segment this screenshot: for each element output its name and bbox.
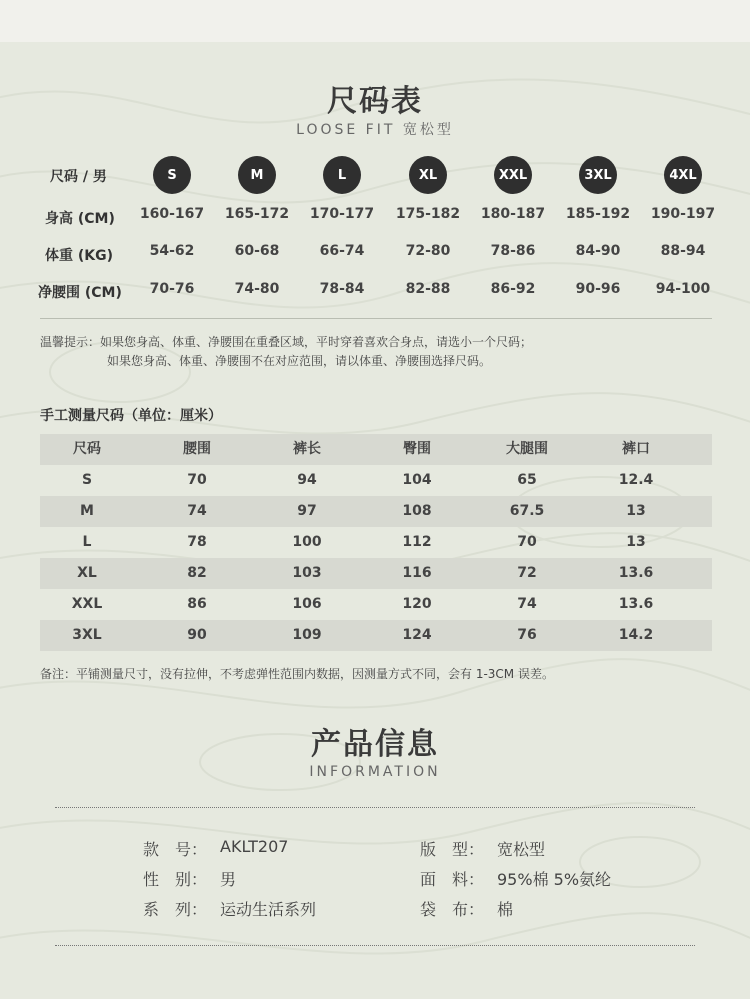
- table-cell: 3XL: [72, 627, 102, 643]
- table-cell: 70: [517, 534, 537, 550]
- measure-table-title: 手工测量尺码（单位：厘米）: [40, 408, 222, 424]
- table-row: [40, 527, 712, 558]
- table-cell: 70: [187, 472, 207, 488]
- height-value: 190-197: [650, 206, 716, 222]
- size-badge-3xl: 3XL: [579, 156, 617, 194]
- info-label: 版 型：: [420, 840, 485, 859]
- table-row: [40, 496, 712, 527]
- table-row: [40, 620, 712, 651]
- product-info-title: 产品信息: [311, 727, 439, 762]
- table-cell: 103: [292, 565, 322, 581]
- table-header: 臀围: [403, 441, 431, 457]
- table-cell: 120: [402, 596, 432, 612]
- height-label: 身高 (CM): [45, 211, 115, 227]
- info-value: 棉: [497, 900, 514, 919]
- table-cell: 67.5: [509, 503, 545, 519]
- table-header: 裤口: [622, 441, 650, 457]
- dotted-divider-top: [55, 807, 695, 808]
- info-label: 面 料：: [420, 870, 485, 889]
- measure-note: 备注：平铺测量尺寸，没有拉伸，不考虑弹性范围内数据，因测量方式不同，会有 1-3CM 误差。: [40, 667, 554, 681]
- table-cell: 14.2: [618, 627, 654, 643]
- weight-value: 78-86: [490, 243, 536, 259]
- waist-value: 86-92: [490, 281, 536, 297]
- weight-value: 54-62: [149, 243, 195, 259]
- table-cell: 82: [187, 565, 207, 581]
- table-cell: 104: [402, 472, 432, 488]
- table-cell: XL: [77, 565, 97, 581]
- table-cell: S: [81, 472, 93, 488]
- table-header: 裤长: [293, 441, 321, 457]
- info-value: AKLT207: [220, 837, 289, 856]
- table-cell: 100: [292, 534, 322, 550]
- height-value: 175-182: [395, 206, 461, 222]
- product-info-subtitle: INFORMATION: [309, 764, 441, 780]
- info-value: 运动生活系列: [220, 900, 317, 919]
- table-row: [40, 558, 712, 589]
- table-cell: M: [80, 503, 94, 519]
- waist-value: 94-100: [655, 281, 711, 297]
- table-cell: 106: [292, 596, 322, 612]
- height-value: 165-172: [224, 206, 290, 222]
- weight-value: 60-68: [234, 243, 280, 259]
- size-badge-l: L: [323, 156, 361, 194]
- table-header: 尺码: [73, 441, 101, 457]
- top-band: [0, 0, 750, 42]
- size-badge-xxl: XXL: [494, 156, 532, 194]
- table-cell: XXL: [71, 596, 103, 612]
- table-cell: 94: [297, 472, 317, 488]
- weight-value: 72-80: [405, 243, 451, 259]
- table-cell: 74: [187, 503, 207, 519]
- table-cell: 112: [402, 534, 432, 550]
- table-cell: 72: [517, 565, 537, 581]
- size-badge-s: S: [153, 156, 191, 194]
- size-chart-subtitle: LOOSE FIT 宽松型: [296, 122, 454, 138]
- table-row: [40, 465, 712, 496]
- waist-value: 74-80: [234, 281, 280, 297]
- weight-value: 88-94: [660, 243, 706, 259]
- height-value: 160-167: [139, 206, 205, 222]
- table-cell: 76: [517, 627, 537, 643]
- size-badge-4xl: 4XL: [664, 156, 702, 194]
- info-value: 宽松型: [497, 840, 546, 859]
- size-chart-title: 尺码表: [327, 84, 423, 119]
- info-label: 性 别：: [143, 870, 208, 889]
- table-cell: 13: [626, 503, 646, 519]
- waist-value: 70-76: [149, 281, 195, 297]
- measure-table: [40, 434, 712, 651]
- table-cell: 109: [292, 627, 322, 643]
- waist-value: 78-84: [319, 281, 365, 297]
- table-cell: 13: [626, 534, 646, 550]
- table-cell: 78: [187, 534, 207, 550]
- table-cell: 74: [517, 596, 537, 612]
- table-cell: 108: [402, 503, 432, 519]
- weight-value: 84-90: [575, 243, 621, 259]
- table-cell: 13.6: [618, 565, 654, 581]
- waist-value: 82-88: [405, 281, 451, 297]
- dotted-divider-bottom: [55, 945, 695, 946]
- info-label: 款 号：: [143, 840, 208, 859]
- tip-line-2: 如果您身高、体重、净腰围不在对应范围，请以体重、净腰围选择尺码。: [107, 354, 492, 368]
- info-value: 95%棉 5%氨纶: [497, 870, 612, 889]
- weight-value: 66-74: [319, 243, 365, 259]
- table-cell: 90: [187, 627, 207, 643]
- size-badge-xl: XL: [409, 156, 447, 194]
- waist-value: 90-96: [575, 281, 621, 297]
- table-cell: 124: [402, 627, 432, 643]
- table-header: 腰围: [183, 441, 211, 457]
- info-label: 袋 布：: [420, 900, 485, 919]
- weight-label: 体重 (KG): [45, 248, 114, 264]
- divider: [40, 318, 712, 319]
- table-header: 大腿围: [506, 441, 548, 457]
- size-badge-m: M: [238, 156, 276, 194]
- height-value: 185-192: [565, 206, 631, 222]
- table-cell: 12.4: [618, 472, 654, 488]
- waist-label: 净腰围 (CM): [38, 285, 122, 301]
- size-row-label: 尺码 / 男: [50, 169, 107, 185]
- table-cell: 86: [187, 596, 207, 612]
- table-cell: 13.6: [618, 596, 654, 612]
- table-row: [40, 589, 712, 620]
- table-cell: L: [82, 534, 92, 550]
- height-value: 180-187: [480, 206, 546, 222]
- table-header-row: [40, 434, 712, 465]
- height-value: 170-177: [309, 206, 375, 222]
- info-value: 男: [220, 870, 237, 889]
- table-cell: 65: [517, 472, 537, 488]
- tip-line-1: 温馨提示：如果您身高、体重、净腰围在重叠区域，平时穿着喜欢合身点，请选小一个尺码；: [40, 335, 533, 349]
- table-cell: 97: [297, 503, 317, 519]
- info-label: 系 列：: [143, 900, 208, 919]
- table-cell: 116: [402, 565, 432, 581]
